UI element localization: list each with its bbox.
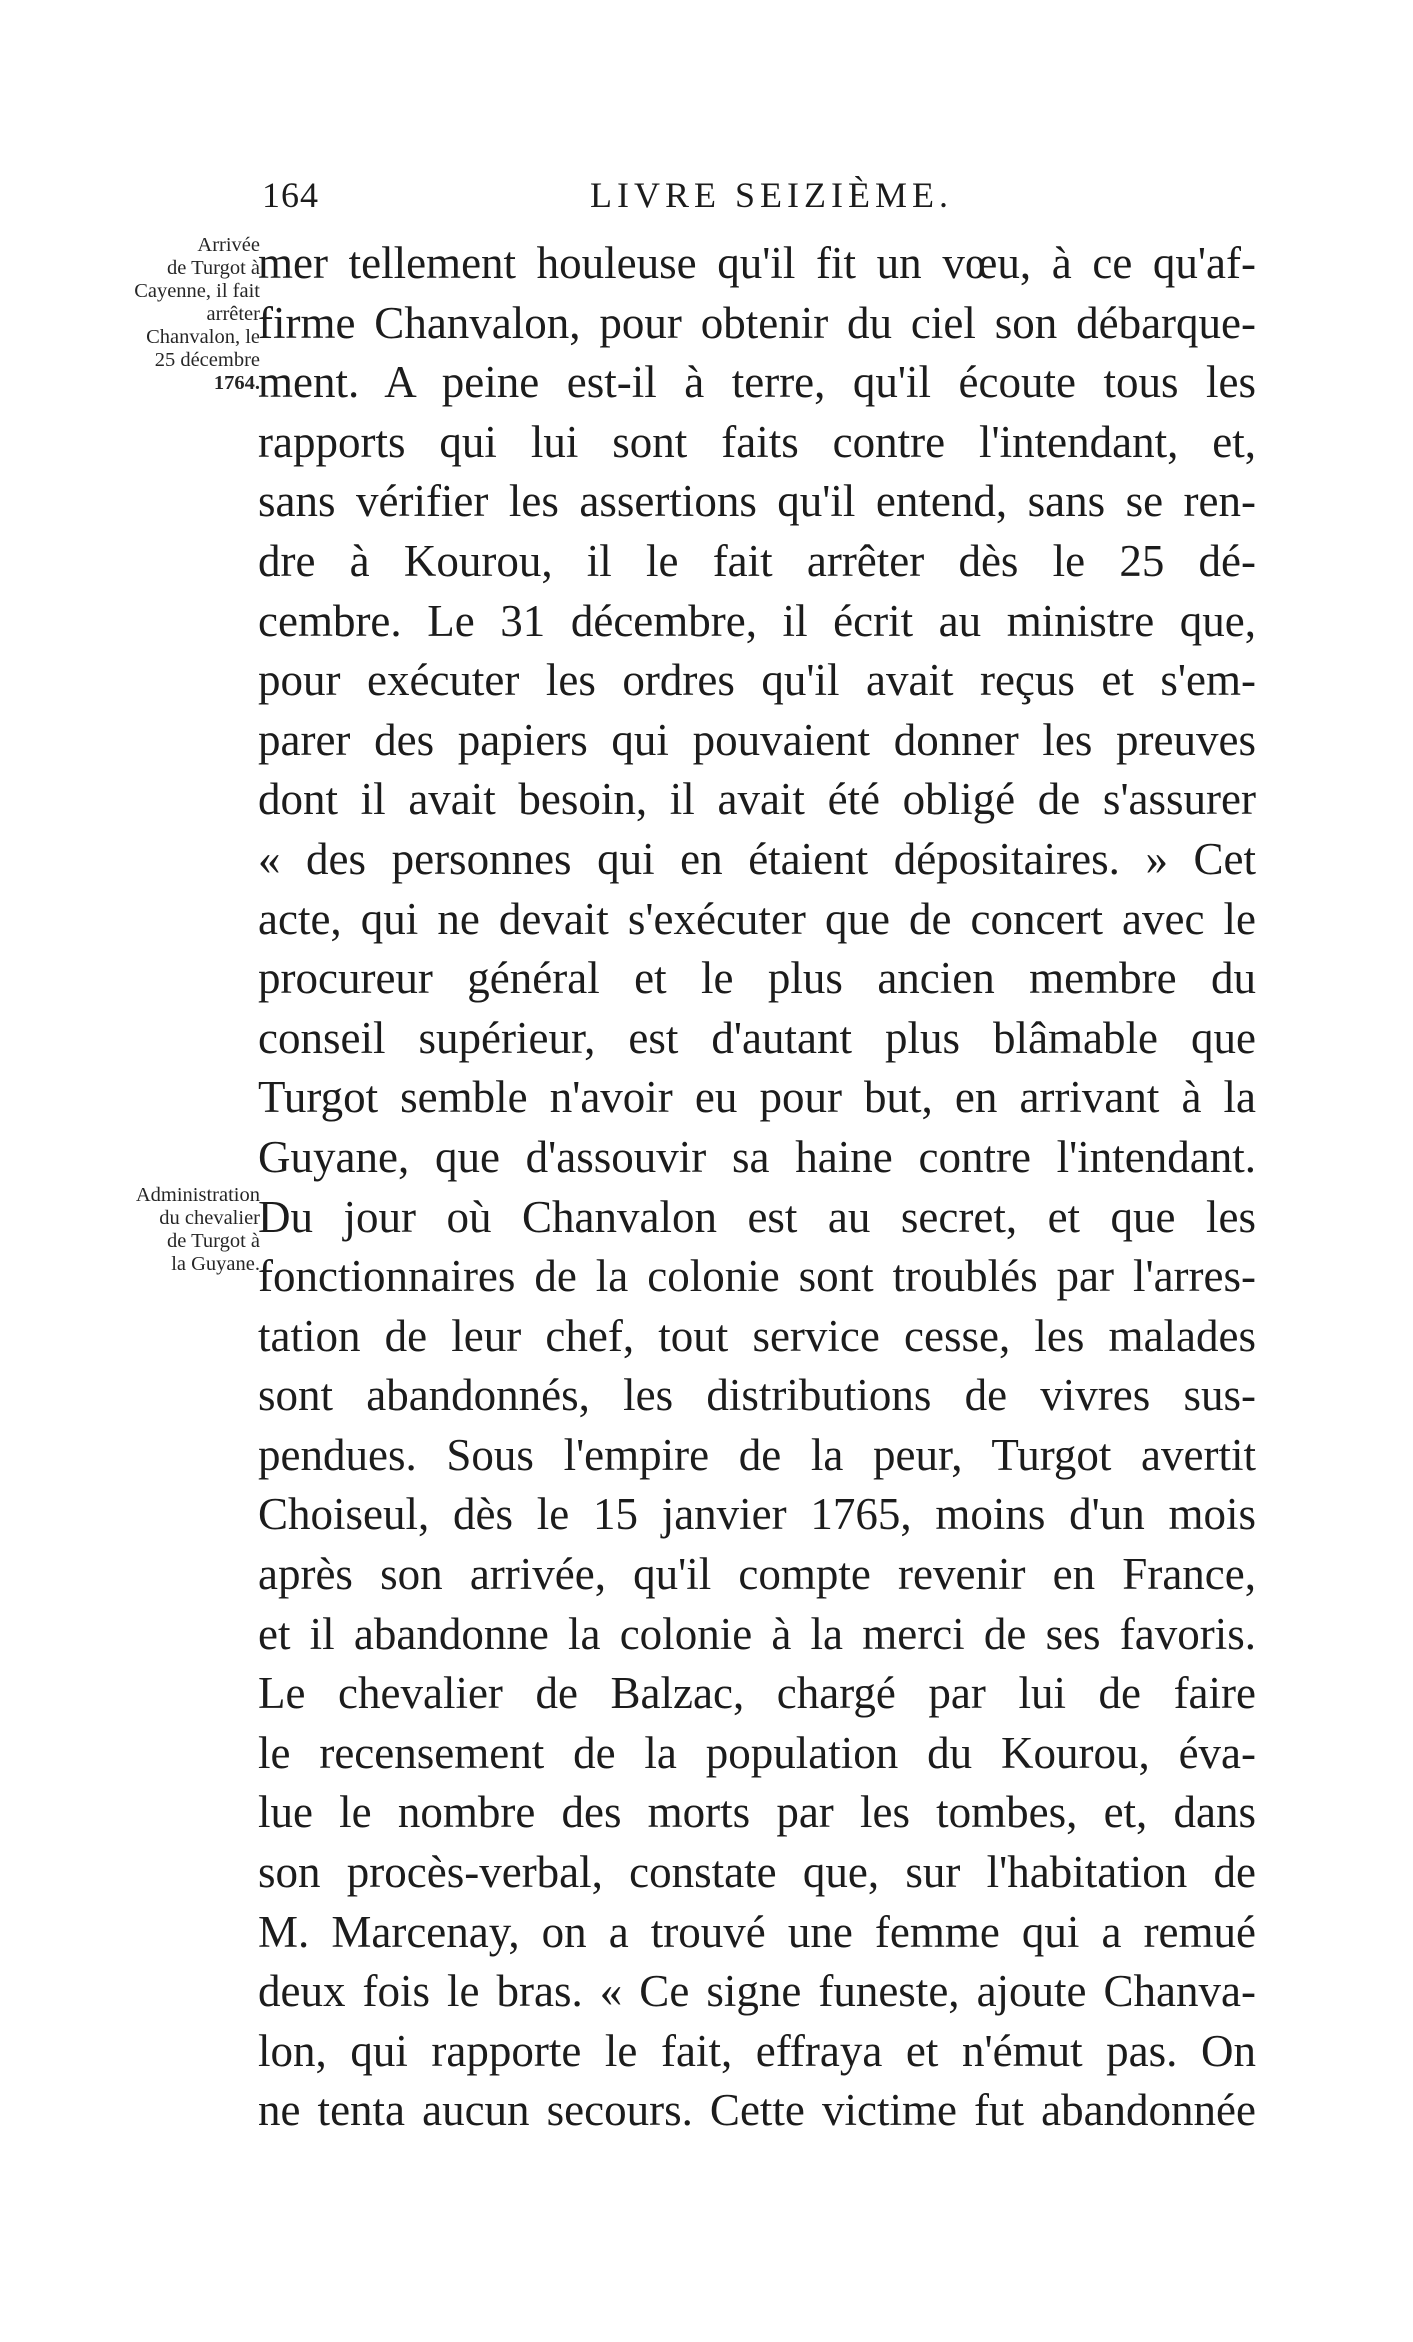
body-text-line: dont il avait besoin, il avait été obligé de s'assurer [258, 774, 1256, 825]
body-text-line: Choiseul, dès le 15 janvier 1765, moins d'un mois [258, 1489, 1256, 1540]
body-text-line: dre à Kourou, il le fait arrêter dès le 25 dé- [258, 535, 1256, 586]
body-text-line: procureur général et le plus ancien membre du [258, 953, 1256, 1004]
margin-note-administration [38, 1184, 260, 1276]
margin-note-line: Arrivée [197, 234, 260, 256]
body-text-line: Guyane, que d'assouvir sa haine contre l'intendant. [258, 1131, 1256, 1182]
body-text-line: son procès-verbal, constate que, sur l'habitation de [258, 1847, 1256, 1898]
page-header [0, 170, 1413, 220]
body-text-line: tation de leur chef, tout service cesse, les malades [258, 1310, 1256, 1361]
body-text-line: « des personnes qui en étaient dépositaires. » Cet [258, 833, 1256, 884]
body-text-line: conseil supérieur, est d'autant plus blâmable que [258, 1012, 1256, 1063]
body-text-line: Turgot semble n'avoir eu pour but, en arrivant à la [258, 1072, 1256, 1123]
body-text-line: M. Marcenay, on a trouvé une femme qui a remué [258, 1906, 1256, 1957]
page-number: 164 [262, 175, 319, 215]
body-text [258, 234, 1256, 2141]
margin-note-arrival [38, 234, 260, 395]
running-head: LIVRE SEIZIÈME. [590, 175, 953, 215]
body-text-line: sont abandonnés, les distributions de vivres sus- [258, 1370, 1256, 1421]
body-text-line: fonctionnaires de la colonie sont troublés par l'arres- [258, 1251, 1256, 1302]
margin-note-line: Cayenne, il fait [134, 280, 260, 302]
margin-note-line: arrêter [206, 303, 260, 325]
body-text-line: et il abandonne la colonie à la merci de ses favoris. [258, 1608, 1256, 1659]
body-text-line: Le chevalier de Balzac, chargé par lui de faire [258, 1668, 1256, 1719]
body-text-line: le recensement de la population du Kourou, éva- [258, 1727, 1256, 1778]
body-text-line: lon, qui rapporte le fait, effraya et n'émut pas. On [258, 2025, 1256, 2076]
margin-note-line: Chanvalon, le [146, 326, 260, 348]
body-text-line: deux fois le bras. « Ce signe funeste, ajoute Chanva- [258, 1966, 1256, 2017]
margin-note-line: du chevalier [159, 1207, 260, 1229]
body-text-line: après son arrivée, qu'il compte revenir en France, [258, 1549, 1256, 1600]
body-text-line: lue le nombre des morts par les tombes, et, dans [258, 1787, 1256, 1838]
body-text-line: firme Chanvalon, pour obtenir du ciel son débarque- [258, 297, 1256, 348]
body-text-line: ne tenta aucun secours. Cette victime fut abandonnée [258, 2085, 1256, 2136]
margin-note-line: 25 décembre [154, 349, 260, 371]
margin-note-line: Administration [135, 1184, 260, 1206]
body-text-line: pour exécuter les ordres qu'il avait reçus et s'em- [258, 655, 1256, 706]
body-text-line: Du jour où Chanvalon est au secret, et que les [258, 1191, 1256, 1242]
body-text-line: mer tellement houleuse qu'il fit un vœu, à ce qu'af- [258, 238, 1256, 288]
margin-note-year: 1764. [213, 372, 260, 394]
body-text-line: cembre. Le 31 décembre, il écrit au ministre que, [258, 595, 1256, 646]
body-text-line: rapports qui lui sont faits contre l'intendant, et, [258, 416, 1256, 467]
body-text-line: pendues. Sous l'empire de la peur, Turgot avertit [258, 1429, 1256, 1480]
margin-note-line: de Turgot à [166, 1230, 260, 1252]
margin-note-line: la Guyane. [171, 1253, 260, 1275]
body-text-line: sans vérifier les assertions qu'il entend, sans se ren- [258, 476, 1256, 527]
body-text-line: acte, qui ne devait s'exécuter que de concert avec le [258, 893, 1256, 944]
body-text-line: parer des papiers qui pouvaient donner les preuves [258, 714, 1256, 765]
margin-note-line: de Turgot à [166, 257, 260, 279]
body-text-line: ment. A peine est-il à terre, qu'il écoute tous les [258, 357, 1256, 408]
